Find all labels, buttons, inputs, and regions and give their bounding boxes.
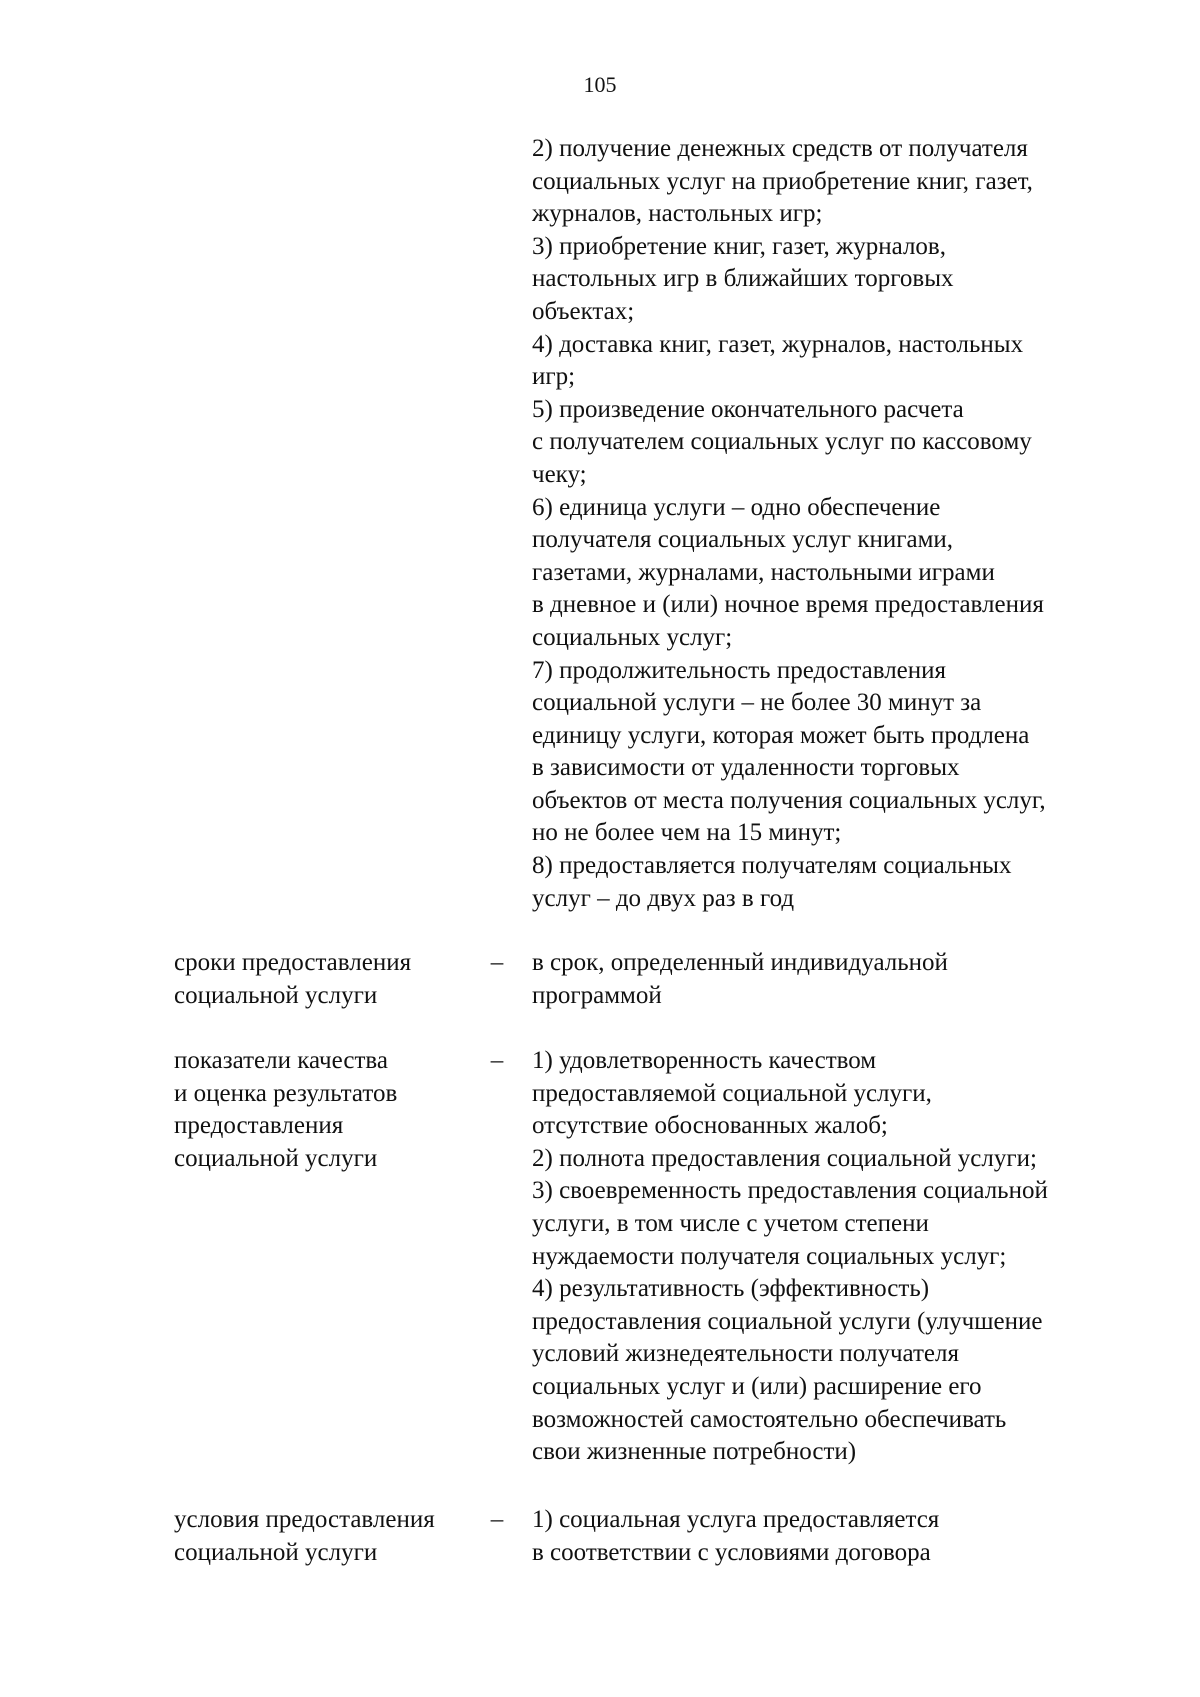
label-line: социальной услуги [174,981,378,1009]
text-line: но не более чем на 15 минут; [532,819,842,847]
row-value-conditions [532,1504,939,1569]
text-line: 2) получение денежных средств от получателя [532,135,1028,162]
dash-separator: – [490,1506,504,1533]
value-line: услуги, в том числе с учетом степени [532,1209,929,1237]
value-line: 3) своевременность предоставления социальной [532,1177,1048,1205]
text-line: газетами, журналами, настольными играми [532,558,995,586]
label-line: социальной услуги [174,1144,378,1172]
text-line: настольных игр в ближайших торговых [532,265,954,293]
row-label-quality [174,1045,397,1175]
value-line: 2) полнота предоставления социальной услуги; [532,1144,1037,1172]
dash-separator: – [490,1047,504,1074]
row-value-quality [532,1045,1048,1469]
row-label-conditions [174,1504,435,1569]
value-line: 1) социальная услуга предоставляется [532,1506,940,1533]
value-line: свои жизненные потребности) [532,1438,857,1466]
row-label-terms [174,947,411,1012]
text-line: в зависимости от удаленности торговых [532,754,960,782]
text-line: получателя социальных услуг книгами, [532,526,954,554]
value-line: 1) удовлетворенность качеством [532,1047,877,1074]
text-line: 4) доставка книг, газет, журналов, настольных [532,330,1024,358]
label-line: и оценка результатов [174,1079,398,1107]
value-line: социальных услуг и (или) расширение его [532,1372,982,1400]
text-line: с получателем социальных услуг по кассовому [532,428,1032,456]
value-line: нуждаемости получателя социальных услуг; [532,1242,1007,1270]
top-block-text [532,133,1046,915]
text-line: 7) продолжительность предоставления [532,656,947,684]
text-line: 8) предоставляется получателям социальных [532,852,1012,880]
text-line: единицу услуги, которая может быть продлена [532,721,1030,749]
text-line: 5) произведение окончательного расчета [532,395,964,423]
text-line: игр; [532,363,576,391]
page-number: 105 [583,72,617,97]
text-line: 6) единица услуги – одно обеспечение [532,493,941,521]
value-line: в соответствии с условиями договора [532,1538,931,1566]
label-line: сроки предоставления [174,949,412,976]
value-line: в срок, определенный индивидуальной [532,949,948,976]
value-line: возможностей самостоятельно обеспечивать [532,1405,1007,1433]
value-line: условий жизнедеятельности получателя [532,1340,959,1368]
label-line: социальной услуги [174,1538,378,1566]
label-line: условия предоставления [174,1506,435,1533]
value-line: 4) результативность (эффективность) [532,1275,930,1303]
text-line: социальных услуг; [532,623,733,651]
text-line: журналов, настольных игр; [532,200,823,228]
text-line: в дневное и (или) ночное время предоставления [532,591,1044,619]
label-line: предоставления [174,1112,344,1140]
text-line: объектах; [532,297,635,325]
dash-separator: – [490,949,504,976]
text-line: объектов от места получения социальных услуг, [532,786,1046,814]
text-line: 3) приобретение книг, газет, журналов, [532,232,946,260]
row-value-terms [532,947,948,1012]
value-line: программой [532,981,662,1009]
value-line: отсутствие обоснованных жалоб; [532,1112,888,1140]
text-line: социальных услуг на приобретение книг, газет, [532,167,1033,195]
label-line: показатели качества [174,1047,388,1074]
value-line: предоставляемой социальной услуги, [532,1079,932,1107]
text-line: чеку; [532,460,587,488]
text-line: услуг – до двух раз в год [532,884,795,912]
text-line: социальной услуги – не более 30 минут за [532,689,982,717]
value-line: предоставления социальной услуги (улучшение [532,1307,1043,1335]
